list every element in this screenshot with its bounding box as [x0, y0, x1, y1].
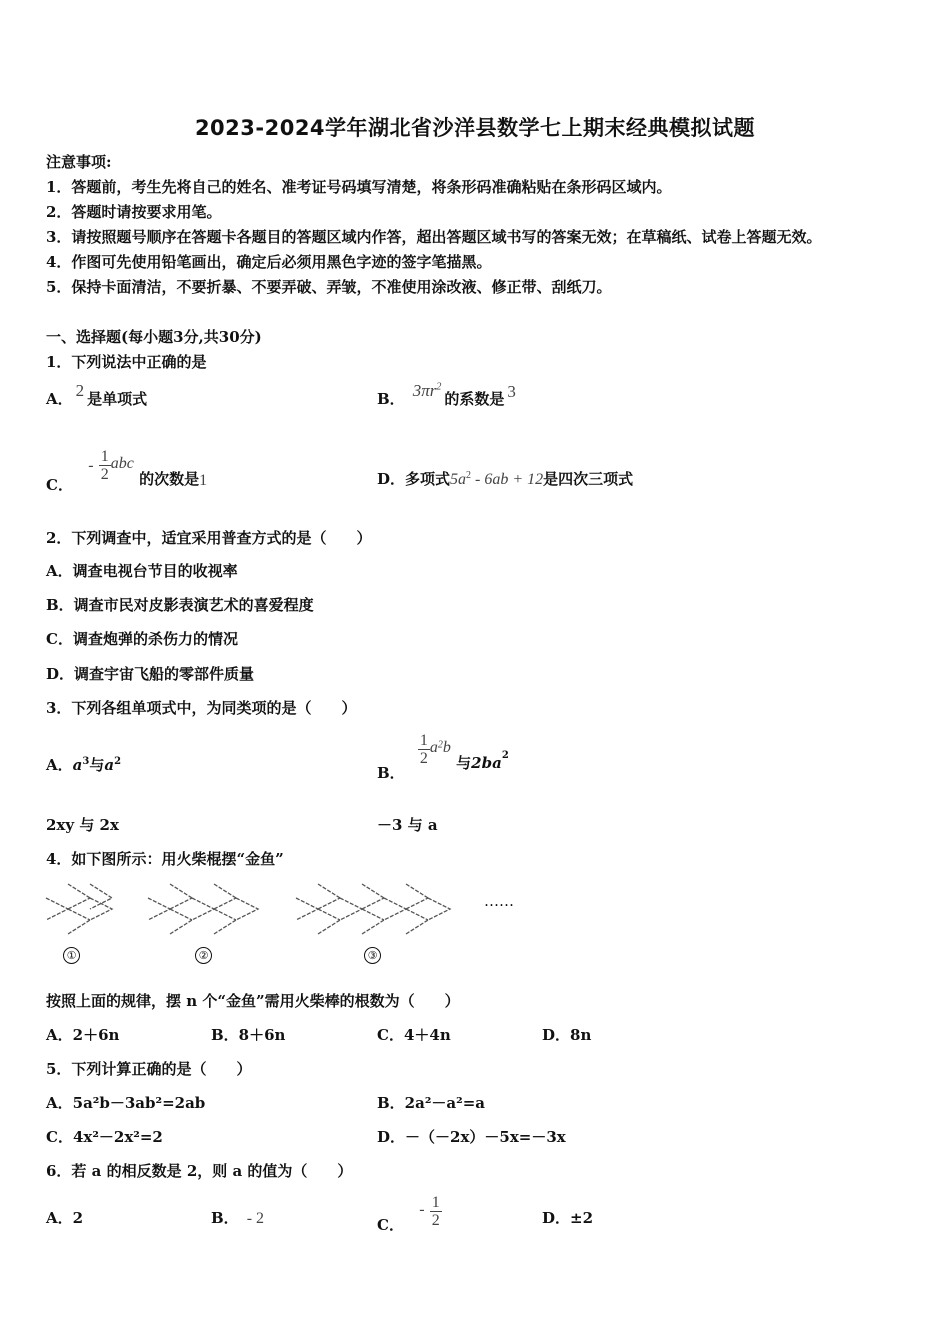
q5-option-c: C．4x²－2x²=2 — [46, 1128, 163, 1146]
goldfish-3 — [296, 884, 450, 934]
q3-option-a: A．$a^3$与$a^2$ — [46, 756, 122, 774]
q4-option-a: A．2＋6n — [46, 1026, 120, 1044]
q3-option-b: B． $\frac{1}{2}$ $a^2b$ 与$2ba^2$ — [377, 732, 509, 782]
q4-option-c: C．4＋4n — [377, 1026, 451, 1044]
q1-stem: 1．下列说法中正确的是 — [46, 353, 207, 371]
goldfish-2 — [148, 884, 258, 934]
notice-item: 4．作图可先使用铅笔画出，确定后必须用黑色字迹的签字笔描黑。 — [46, 253, 492, 271]
figure-label-1: ① — [63, 944, 80, 964]
q1-option-c: C． - $\frac{1}{2}$ abc 的次数是1 — [46, 448, 208, 494]
q3-option-d: －3 与 a — [377, 816, 438, 834]
goldfish-matchstick-figure — [40, 876, 520, 936]
q1-option-a: A． 2 是单项式 — [46, 381, 148, 408]
figure-label-2: ② — [195, 944, 212, 964]
q6-option-c: C． - $\frac{1}{2}$ — [377, 1194, 440, 1234]
figure-label-3: ③ — [364, 944, 381, 964]
page-title: 2023-2024学年湖北省沙洋县数学七上期末经典模拟试题 — [194, 116, 756, 140]
notice-item: 5．保持卡面清洁，不要折暴、不要弄破、弄皱，不准使用涂改液、修正带、刮纸刀。 — [46, 278, 612, 296]
notice-heading: 注意事项: — [46, 153, 112, 171]
q6-option-a: A．2 — [46, 1209, 84, 1227]
q5-option-b: B．2a²－a²=a — [377, 1094, 485, 1112]
q2-option-d: D．调查宇宙飞船的零部件质量 — [46, 665, 255, 683]
q4-question: 按照上面的规律，摆 n 个“金鱼”需用火柴棒的根数为（ ） — [46, 992, 460, 1010]
q6-stem: 6．若 a 的相反数是 2，则 a 的值为（ ） — [46, 1162, 353, 1180]
q4-option-b: B．8＋6n — [211, 1026, 286, 1044]
q5-option-d: D．－（－2x）－5x=－3x — [377, 1128, 566, 1146]
figure-ellipsis: …… — [484, 892, 514, 910]
q3-option-c: 2xy 与 2x — [46, 816, 119, 834]
q2-option-c: C．调查炮弹的杀伤力的情况 — [46, 630, 238, 648]
q5-stem: 5．下列计算正确的是（ ） — [46, 1060, 252, 1078]
goldfish-1 — [46, 884, 112, 934]
q2-stem: 2．下列调查中，适宜采用普查方式的是（ ） — [46, 529, 372, 547]
q4-option-d: D．8n — [542, 1026, 592, 1044]
q5-option-a: A．5a²b－3ab²=2ab — [46, 1094, 206, 1112]
q2-option-a: A．调查电视台节目的收视率 — [46, 562, 238, 580]
q3-stem: 3．下列各组单项式中，为同类项的是（ ） — [46, 699, 357, 717]
section-heading: 一、选择题(每小题3分,共30分) — [46, 328, 262, 346]
q6-option-b: B． - 2 — [211, 1209, 265, 1227]
notice-item: 2．答题时请按要求用笔。 — [46, 203, 222, 221]
notice-item: 3．请按照题号顺序在答题卡各题目的答题区域内作答，超出答题区域书写的答案无效；在草稿纸、试卷上答题无效。 — [46, 228, 822, 246]
q2-option-b: B．调查市民对皮影表演艺术的喜爱程度 — [46, 596, 314, 614]
notice-item: 1．答题前，考生先将自己的姓名、准考证号码填写清楚，将条形码准确粘贴在条形码区域内。 — [46, 178, 672, 196]
q4-stem: 4．如下图所示：用火柴棍摆“金鱼” — [46, 850, 284, 868]
q6-option-d: D．±2 — [542, 1209, 594, 1227]
q1-option-d: D．多项式$5a^2 - 6ab + 12$是四次三项式 — [377, 470, 634, 488]
q1-option-b: B． $3\pi r^2$的系数是 3 — [377, 381, 516, 408]
